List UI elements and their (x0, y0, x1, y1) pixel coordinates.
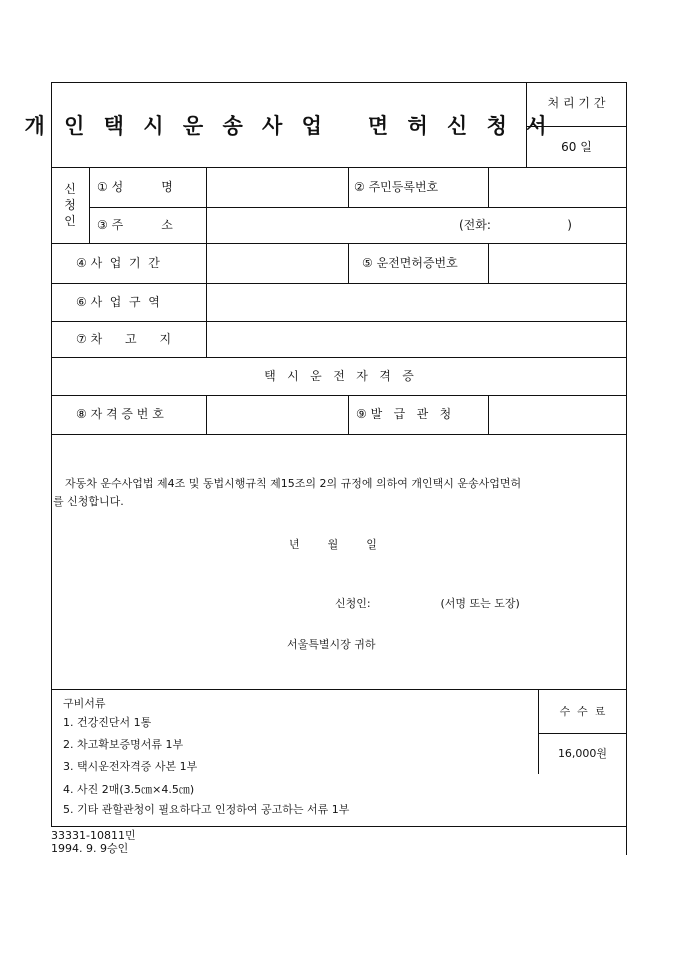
divider (51, 395, 627, 396)
required-documents-title: 구비서류 (63, 697, 106, 710)
divider (51, 321, 627, 322)
resident-id-label: ② 주민등록번호 (354, 180, 439, 194)
processing-period-label: 처 리 기 간 (547, 96, 606, 110)
document-item: 1. 건강진단서 1통 (63, 716, 152, 729)
issuing-authority-label: ⑨ 발 급 관 청 (356, 407, 452, 421)
divider (348, 395, 349, 434)
divider (51, 434, 627, 435)
divider (538, 733, 627, 734)
application-date: 년 월 일 (289, 538, 377, 551)
divider (488, 395, 489, 434)
divider (206, 167, 207, 357)
addressee: 서울특별시장 귀하 (287, 638, 376, 651)
divider (51, 689, 627, 690)
statement-line-1: 자동차 운수사업법 제4조 및 동법시행규칙 제15조의 2의 규정에 의하여 개인택시 운송사업면허 (65, 477, 522, 490)
taxi-qualification-header: 택 시 운 전 자 격 증 (264, 369, 414, 383)
divider (538, 689, 539, 774)
divider (51, 243, 627, 244)
divider (348, 167, 349, 207)
form-title: 개 인 택 시 운 송 사 업 면 허 신 청 서 (24, 112, 553, 138)
approval-date: 1994. 9. 9승인 (51, 842, 129, 855)
applicant-signature-line: 신청인: (서명 또는 도장) (335, 597, 520, 610)
business-area-label: ⑥ 사 업 구 역 (76, 295, 160, 309)
divider (626, 827, 627, 855)
divider (51, 357, 627, 358)
processing-period-value: 60 일 (561, 140, 592, 154)
qualification-number-label: ⑧ 자 격 증 번 호 (76, 407, 164, 421)
form-code: 33331-10811민 (51, 829, 136, 842)
divider (348, 243, 349, 283)
document-item: 5. 기타 관할관청이 필요하다고 인정하여 공고하는 서류 1부 (63, 803, 350, 816)
driver-license-number-label: ⑤ 운전면허증번호 (362, 256, 458, 270)
applicant-group-label: 신 청 인 (64, 182, 76, 228)
fee-label: 수 수 료 (559, 705, 606, 718)
divider (89, 207, 627, 208)
divider (206, 395, 207, 434)
divider (488, 167, 489, 207)
divider (488, 243, 489, 283)
document-item: 4. 사진 2매(3.5㎝×4.5㎝) (63, 783, 195, 796)
divider (51, 167, 627, 168)
garage-location-label: ⑦ 차 고 지 (76, 332, 172, 346)
address-label: ③ 주 소 (97, 218, 173, 232)
document-item: 2. 차고확보증명서류 1부 (63, 738, 184, 751)
phone-label: (전화: ) (459, 218, 572, 232)
document-item: 3. 택시운전자격증 사본 1부 (63, 760, 198, 773)
business-period-label: ④ 사 업 기 간 (76, 256, 160, 270)
taxi-license-application-form (24, 82, 627, 855)
name-label: ① 성 명 (97, 180, 173, 194)
statement-line-2: 를 신청합니다. (53, 495, 124, 508)
fee-value: 16,000원 (557, 747, 608, 760)
divider (51, 283, 627, 284)
divider (89, 167, 90, 243)
